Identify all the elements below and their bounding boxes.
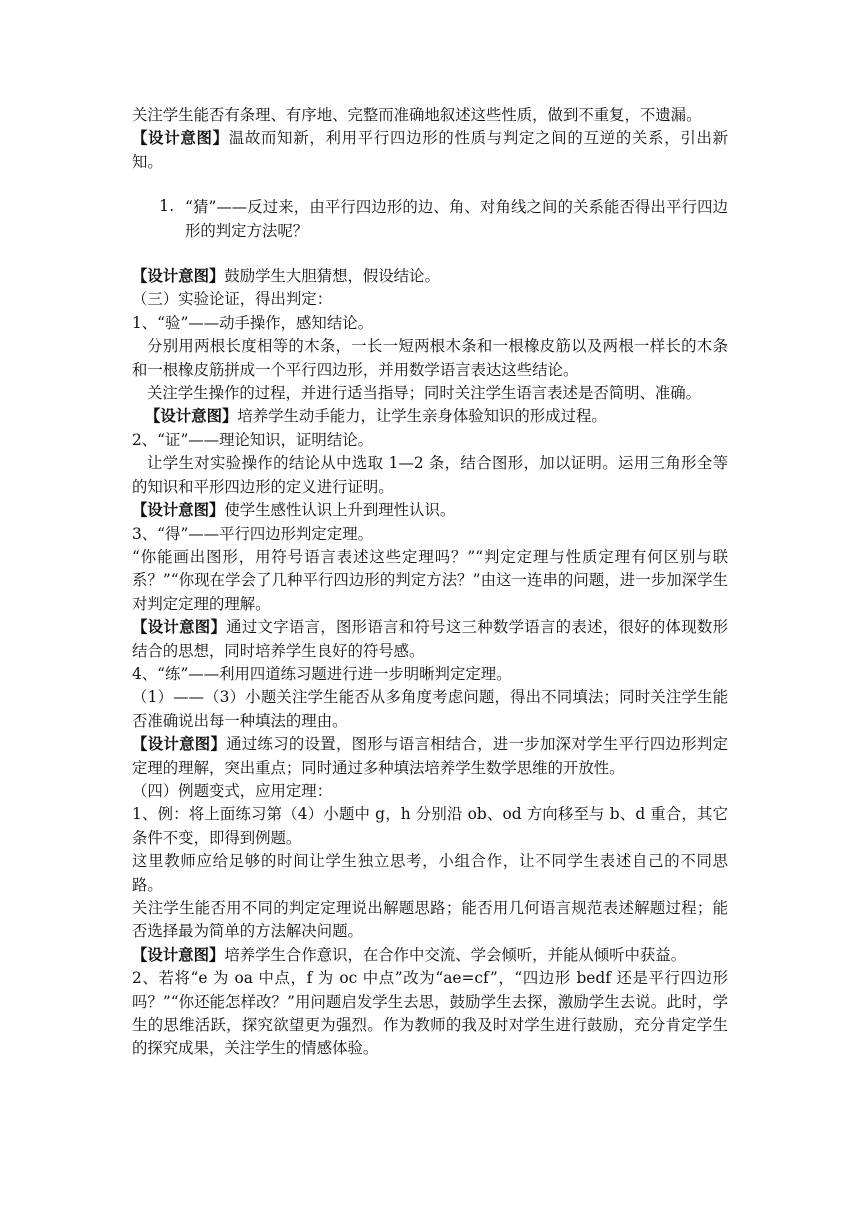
- paragraph-design-intent-2: [132, 265, 728, 288]
- design-intent-text: 鼓励学生大胆猜想，假设结论。: [224, 267, 440, 286]
- step-heading-prove: 2、“证”——理论知识，证明结论。: [132, 430, 373, 449]
- paragraph-design-intent-3: [132, 405, 728, 428]
- design-intent-text: 培养学生动手能力，让学生亲身体验知识的形成过程。: [237, 407, 607, 426]
- paragraph-questions: “你能画出图形，用符号语言表述这些定理吗？”“判定定理与性质定理有何区别与联系？”“你现在学会了几种平行四边形的判定方法？”由这一连串的问题，进一步加深学生对判定定理的理解。: [132, 547, 728, 613]
- step-heading-verify: 1、“验”——动手操作，感知结论。: [132, 313, 373, 332]
- paragraph-proof: 让学生对实验操作的结论从中选取 1—2 条，结合图形，加以证明。运用三角形全等的知识和平形四边形的定义进行证明。: [132, 454, 728, 496]
- step-heading-practice: 4、“练”——利用四道练习题进行进一步明晰判定定理。: [132, 664, 512, 683]
- design-intent-text: 温故而知新，利用平行四边形的性质与判定之间的互逆的关系，引出新知。: [132, 129, 728, 171]
- design-intent-label: 【设计意图】: [132, 129, 229, 148]
- paragraph-design-intent-7: [132, 944, 728, 967]
- paragraph-attention-solutions: 关注学生能否用不同的判定定理说出解题思路；能否用几何语言规范表述解题过程；能否选择最为简单的方法解决问题。: [132, 899, 728, 941]
- paragraph-design-intent-6: [132, 733, 728, 780]
- list-number: 1.: [159, 196, 175, 216]
- paragraph-teacher-time: 这里教师应给足够的时间让学生独立思考，小组合作，让不同学生表述自己的不同思路。: [132, 852, 728, 894]
- list-item-text: “猜”——反过来，由平行四边形的边、角、对角线之间的关系能否得出平行四边形的判定方法呢？: [185, 198, 728, 240]
- design-intent-label: 【设计意图】: [145, 407, 238, 426]
- paragraph-example-2: 2、若将“e 为 oa 中点，f 为 oc 中点”改为“ae=cf”，“四边形 bedf 还是平行四边形吗？”“你还能怎样改？”用问题启发学生去思，鼓励学生去探，激励学生去说。此时，学生的思维活跃，探究欲望更为强烈。作为教师的我及时对学生进行鼓励，充分肯定学生的探究成果，关注学生的情感体验。: [132, 969, 728, 1058]
- design-intent-text: 通过文字语言，图形语言和符号这三种数学语言的表述，很好的体现数形结合的思想，同时培养学生良好的符号感。: [132, 618, 728, 660]
- section-heading-experiment: （三）实验论证，得出判定：: [132, 290, 333, 309]
- document-page: [132, 104, 728, 1061]
- paragraph-exercises: （1）——（3）小题关注学生能否从多角度考虑问题，得出不同填法；同时关注学生能否准确说出每一种填法的理由。: [132, 688, 728, 730]
- paragraph-design-intent-5: [132, 616, 728, 663]
- design-intent-label: 【设计意图】: [132, 501, 225, 520]
- design-intent-label: 【设计意图】: [132, 735, 227, 754]
- design-intent-text: 培养学生合作意识，在合作中交流、学会倾听，并能从倾听中获益。: [224, 945, 687, 964]
- design-intent-text: 使学生感性认识上升到理性认识。: [224, 501, 456, 520]
- numbered-item-guess: [132, 196, 728, 243]
- step-heading-obtain: 3、“得”——平行四边形判定定理。: [132, 524, 373, 543]
- design-intent-text: 通过练习的设置，图形与语言相结合，进一步加深对学生平行四边形判定定理的理解，突出重点；同时通过多种填法培养学生数学思维的开放性。: [132, 735, 728, 777]
- paragraph-attention-operation: 关注学生操作的过程，并进行适当指导；同时关注学生语言表述是否简明、准确。: [147, 384, 702, 403]
- design-intent-label: 【设计意图】: [132, 267, 225, 286]
- paragraph-build-parallelogram: 分别用两根长度相等的木条，一长一短两根木条和一根橡皮筋以及两根一样长的木条和一根橡皮筋拼成一个平行四边形，并用数学语言表达这些结论。: [132, 337, 728, 379]
- design-intent-label: 【设计意图】: [132, 945, 225, 964]
- paragraph-design-intent-4: [132, 499, 728, 522]
- paragraph-example-1: 1、例：将上面练习第（4）小题中 g，h 分别沿 ob、od 方向移至与 b、d 重合，其它条件不变，即得到例题。: [132, 805, 728, 847]
- design-intent-label: 【设计意图】: [132, 618, 227, 637]
- paragraph-attention-properties: 关注学生能否有条理、有序地、完整而准确地叙述这些性质，做到不重复，不遗漏。: [132, 106, 702, 124]
- paragraph-design-intent-1: [132, 127, 728, 174]
- section-heading-examples: （四）例题变式，应用定理：: [132, 781, 333, 800]
